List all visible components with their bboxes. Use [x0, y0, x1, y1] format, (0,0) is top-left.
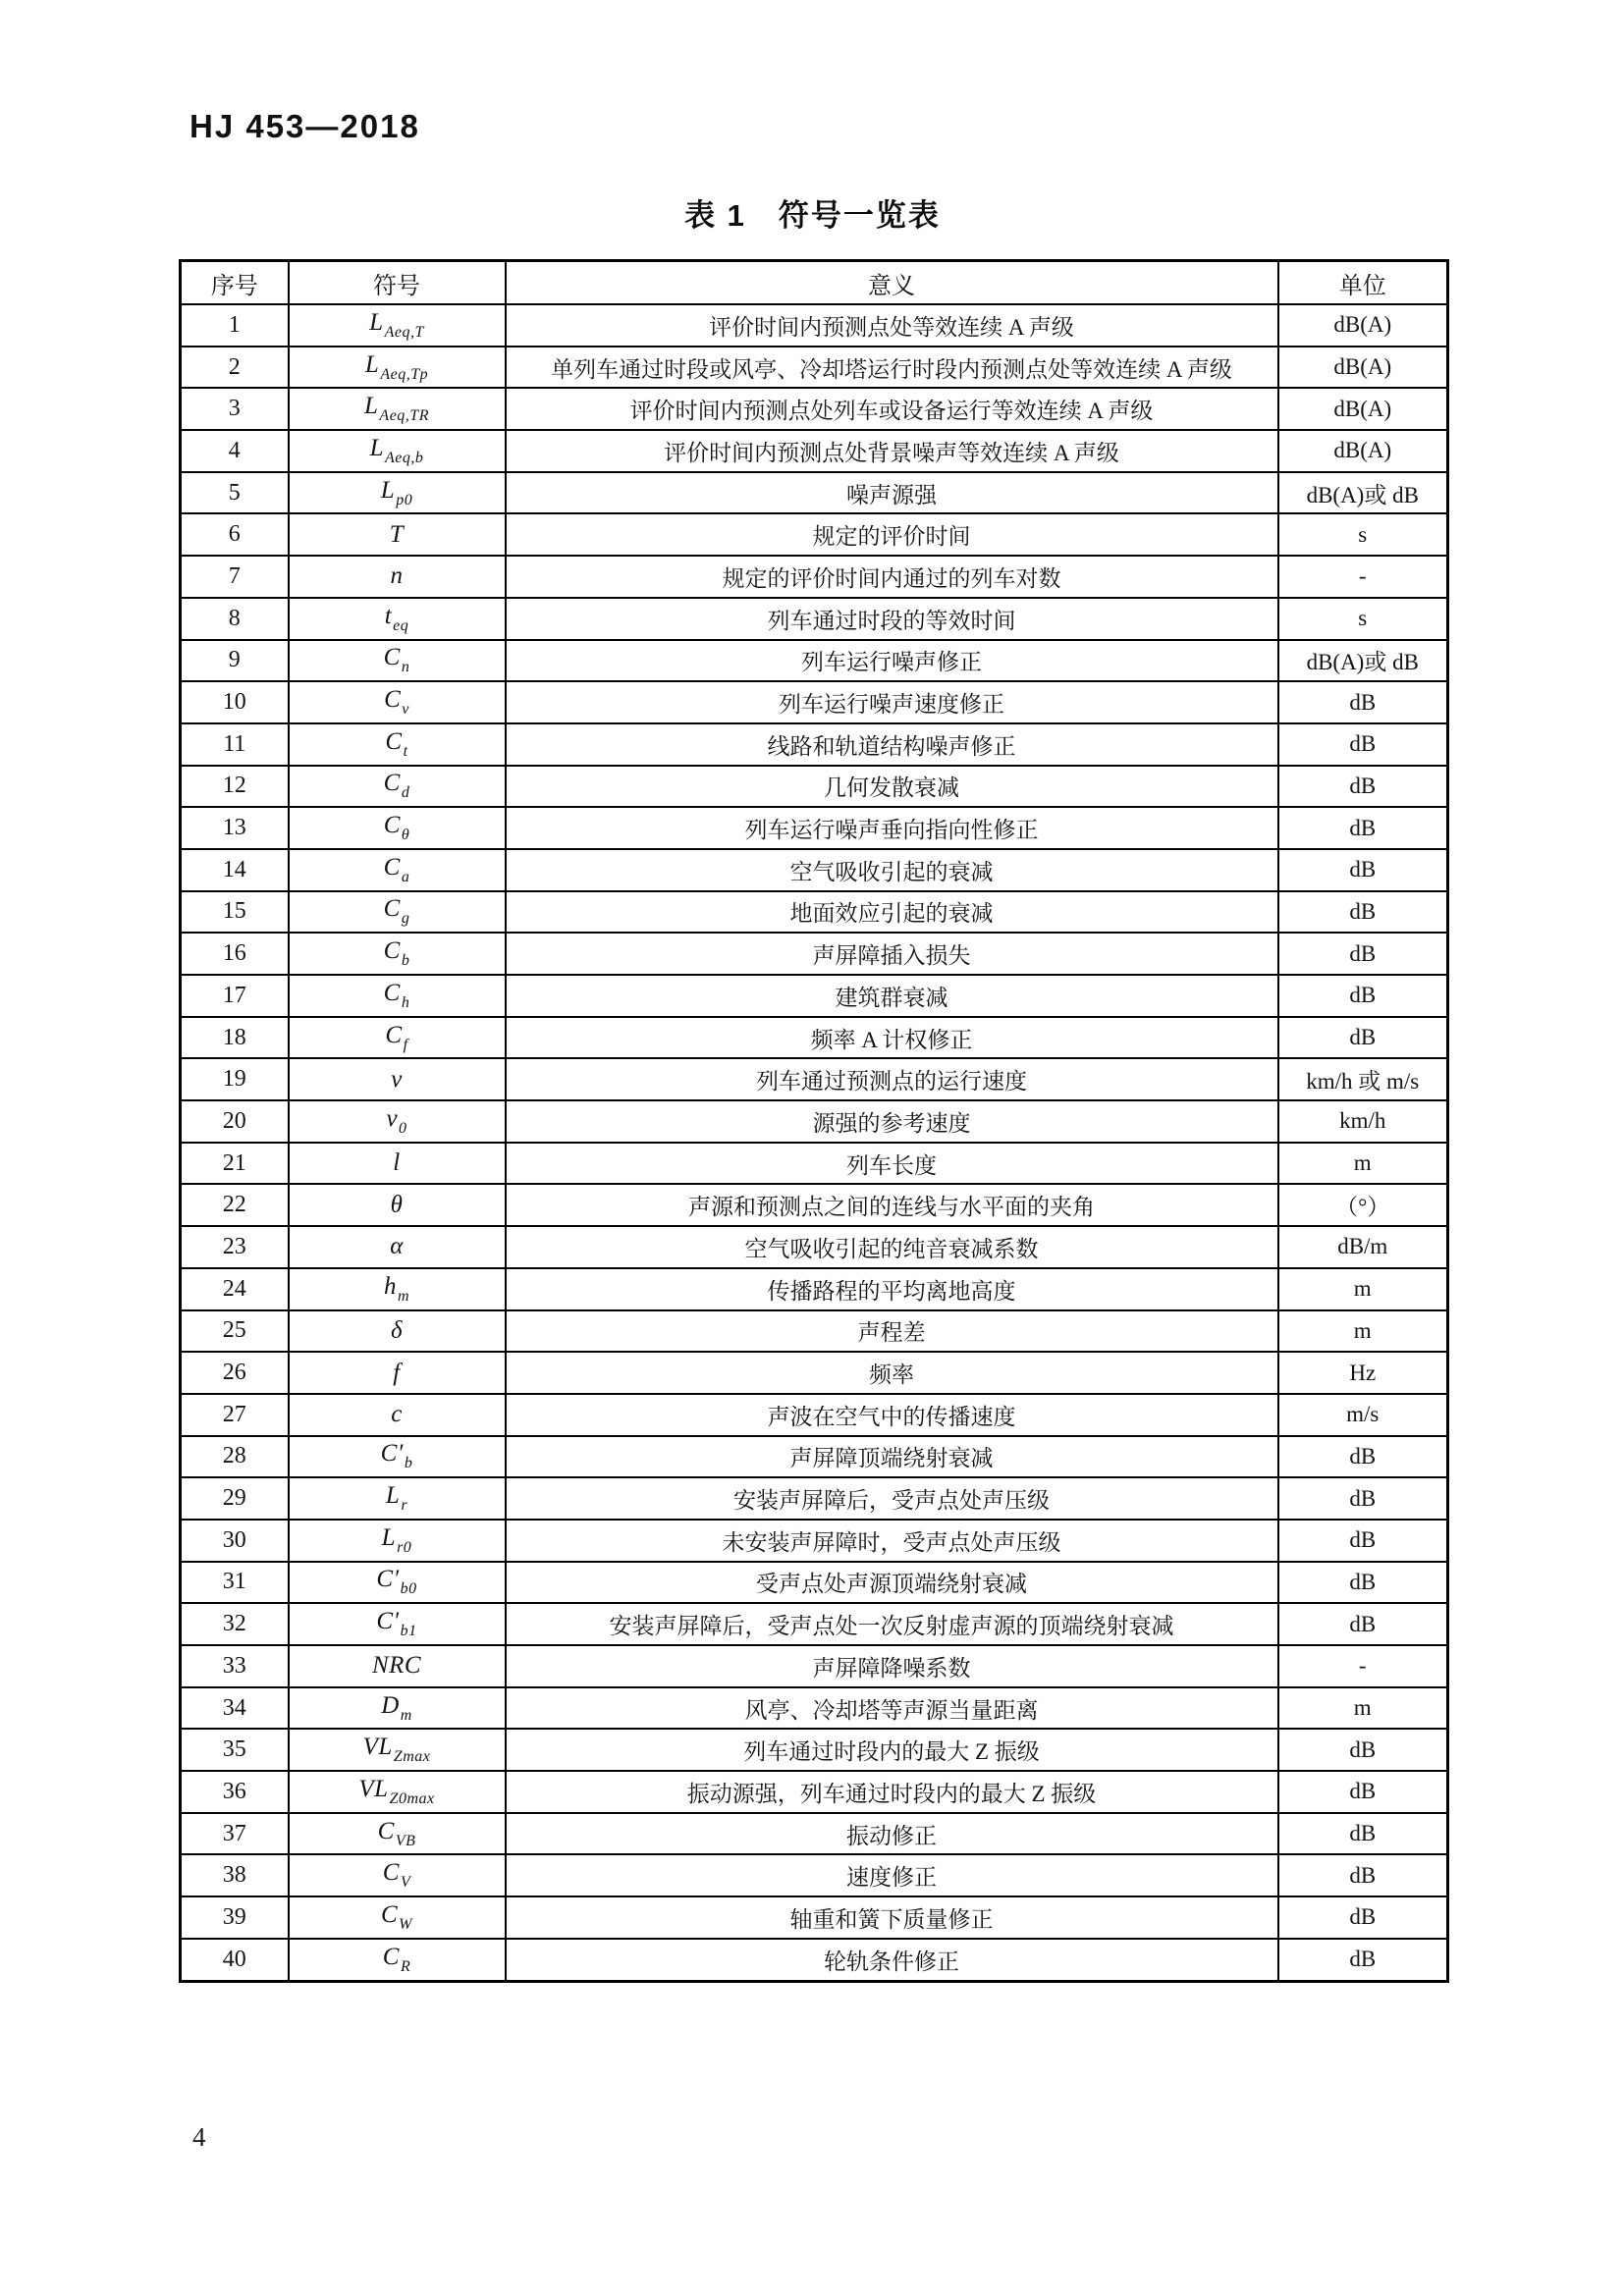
table-row [181, 891, 1448, 934]
unit-cell: （°） [1278, 1184, 1448, 1226]
symbol-cell [289, 556, 506, 598]
meaning-cell: 声屏障顶端绕射衰减 [506, 1436, 1278, 1478]
symbol-cell [289, 598, 506, 640]
table-caption: 表 1 符号一览表 [684, 198, 941, 233]
unit-cell: dB [1278, 1603, 1448, 1645]
symbol-cell [289, 513, 506, 556]
table-row [181, 933, 1448, 975]
symbol-cell [289, 430, 506, 472]
symbol-cell [289, 1603, 506, 1645]
symbol-subscript: θ [401, 827, 410, 844]
meaning-cell: 声程差 [506, 1310, 1278, 1353]
symbol-subscript: b [401, 952, 410, 970]
unit-cell: dB [1278, 766, 1448, 808]
meaning-cell: 声波在空气中的传播速度 [506, 1394, 1278, 1436]
row-number-cell: 26 [181, 1352, 289, 1394]
meaning-cell: 振动源强，列车通过时段内的最大 Z 振级 [506, 1771, 1278, 1813]
unit-cell: s [1278, 598, 1448, 640]
symbol-main: L [385, 1482, 401, 1510]
symbol-main: f [393, 1359, 401, 1386]
meaning-cell: 列车通过时段内的最大 Z 振级 [506, 1729, 1278, 1771]
row-number-cell: 3 [181, 388, 289, 430]
symbol-cell [289, 766, 506, 808]
row-number-cell: 33 [181, 1645, 289, 1687]
unit-cell: Hz [1278, 1352, 1448, 1394]
row-number-cell: 21 [181, 1143, 289, 1185]
unit-cell: dB [1278, 1854, 1448, 1896]
symbol-main: T [389, 520, 405, 548]
symbol-main: C [383, 937, 401, 965]
unit-cell: dB [1278, 1017, 1448, 1059]
symbol-subscript: m [397, 1287, 410, 1305]
unit-cell: dB [1278, 1562, 1448, 1604]
unit-cell: dB(A)或 dB [1278, 640, 1448, 682]
table-row [181, 1394, 1448, 1436]
symbol-main: h [383, 1272, 397, 1300]
symbol-main: C [385, 1021, 403, 1048]
symbol-cell [289, 1854, 506, 1896]
symbol-main: L [380, 476, 396, 504]
table-row [181, 1477, 1448, 1520]
symbol-cell [289, 1226, 506, 1268]
symbol-subscript: V [400, 1874, 411, 1892]
symbol-subscript: eq [393, 616, 409, 634]
symbol-cell [289, 933, 506, 975]
symbol-cell [289, 1394, 506, 1436]
table-row [181, 1896, 1448, 1939]
symbol-cell [289, 681, 506, 723]
unit-cell: dB [1278, 807, 1448, 849]
meaning-cell: 列车运行噪声垂向指向性修正 [506, 807, 1278, 849]
symbol-cell [289, 1100, 506, 1143]
symbol-main: L [381, 1523, 397, 1551]
symbol-main: δ [390, 1316, 404, 1344]
meaning-cell: 声源和预测点之间的连线与水平面的夹角 [506, 1184, 1278, 1226]
table-row [181, 1687, 1448, 1730]
table-row [181, 1645, 1448, 1687]
row-number-cell: 39 [181, 1896, 289, 1939]
symbol-subscript: Aeq,T [384, 323, 424, 341]
symbol-main: n [390, 562, 404, 590]
symbol-main: C [385, 727, 403, 755]
table-row [181, 1813, 1448, 1855]
unit-cell: dB [1278, 1939, 1448, 1981]
row-number-cell: 13 [181, 807, 289, 849]
table-row [181, 1310, 1448, 1353]
unit-cell: dB [1278, 1813, 1448, 1855]
unit-cell: m/s [1278, 1394, 1448, 1436]
symbol-cell [289, 1477, 506, 1520]
symbol-subscript: r [401, 1497, 408, 1515]
unit-cell: - [1278, 556, 1448, 598]
symbol-main: C [383, 812, 401, 839]
unit-cell: m [1278, 1310, 1448, 1353]
table-row [181, 304, 1448, 347]
unit-cell: dB [1278, 1771, 1448, 1813]
symbol-cell [289, 1310, 506, 1353]
row-number-cell: 37 [181, 1813, 289, 1855]
symbol-cell [289, 723, 506, 766]
symbol-main: θ [390, 1191, 404, 1218]
unit-cell: dB(A) [1278, 347, 1448, 389]
meaning-cell: 风亭、冷却塔等声源当量距离 [506, 1687, 1278, 1730]
row-number-cell: 40 [181, 1939, 289, 1981]
row-number-cell: 24 [181, 1268, 289, 1310]
symbol-cell [289, 1687, 506, 1730]
unit-cell: dB [1278, 1729, 1448, 1771]
symbol-subscript: Aeq,Tp [380, 365, 429, 383]
meaning-cell: 建筑群衰减 [506, 975, 1278, 1017]
table-row [181, 975, 1448, 1017]
unit-cell: dB [1278, 891, 1448, 934]
table-row [181, 1520, 1448, 1562]
meaning-cell: 列车通过预测点的运行速度 [506, 1058, 1278, 1100]
row-number-cell: 38 [181, 1854, 289, 1896]
symbol-main: C [383, 853, 401, 881]
meaning-cell: 单列车通过时段或风亭、冷却塔运行时段内预测点处等效连续 A 声级 [506, 347, 1278, 389]
row-number-cell: 17 [181, 975, 289, 1017]
meaning-cell: 源强的参考速度 [506, 1100, 1278, 1143]
symbol-subscript: Z0max [389, 1789, 435, 1807]
column-header-no: 序号 [181, 261, 289, 305]
meaning-cell: 频率 A 计权修正 [506, 1017, 1278, 1059]
table-row [181, 1100, 1448, 1143]
unit-cell: dB [1278, 723, 1448, 766]
row-number-cell: 18 [181, 1017, 289, 1059]
symbol-subscript: Aeq,b [385, 449, 424, 466]
symbol-cell [289, 1813, 506, 1855]
symbol-main: c [391, 1401, 403, 1428]
meaning-cell: 安装声屏障后，受声点处一次反射虚声源的顶端绕射衰减 [506, 1603, 1278, 1645]
symbol-subscript: h [401, 993, 410, 1011]
symbol-cell [289, 1939, 506, 1981]
symbol-cell [289, 1268, 506, 1310]
symbol-table-body [181, 304, 1448, 1981]
row-number-cell: 25 [181, 1310, 289, 1353]
row-number-cell: 16 [181, 933, 289, 975]
symbol-cell [289, 304, 506, 347]
table-row [181, 681, 1448, 723]
meaning-cell: 评价时间内预测点处列车或设备运行等效连续 A 声级 [506, 388, 1278, 430]
meaning-cell: 噪声源强 [506, 472, 1278, 514]
symbol-cell [289, 807, 506, 849]
symbol-table [179, 259, 1449, 1983]
unit-cell: m [1278, 1687, 1448, 1730]
symbol-cell [289, 975, 506, 1017]
table-row [181, 347, 1448, 389]
meaning-cell: 评价时间内预测点处背景噪声等效连续 A 声级 [506, 430, 1278, 472]
symbol-cell [289, 1645, 506, 1687]
table-row [181, 430, 1448, 472]
meaning-cell: 列车运行噪声速度修正 [506, 681, 1278, 723]
row-number-cell: 9 [181, 640, 289, 682]
symbol-main: L [364, 393, 379, 420]
symbol-main: v [391, 1065, 403, 1093]
table-row [181, 1603, 1448, 1645]
symbol-main: C [377, 1817, 395, 1844]
symbol-subscript: g [401, 910, 410, 928]
table-row [181, 723, 1448, 766]
table-row [181, 1939, 1448, 1981]
symbol-main: NRC [371, 1652, 422, 1680]
unit-cell: dB [1278, 681, 1448, 723]
table-row [181, 1562, 1448, 1604]
row-number-cell: 23 [181, 1226, 289, 1268]
row-number-cell: 34 [181, 1687, 289, 1730]
symbol-main: L [364, 350, 380, 378]
symbol-cell [289, 640, 506, 682]
meaning-cell: 声屏障插入损失 [506, 933, 1278, 975]
symbol-main: C [380, 1900, 399, 1928]
symbol-subscript: Zmax [393, 1748, 431, 1766]
symbol-subscript: r0 [397, 1538, 412, 1556]
symbol-cell [289, 849, 506, 891]
table-row [181, 1436, 1448, 1478]
table-row [181, 472, 1448, 514]
symbol-main: C [383, 895, 401, 923]
symbol-cell [289, 1143, 506, 1185]
table-row [181, 1058, 1448, 1100]
row-number-cell: 10 [181, 681, 289, 723]
symbol-cell [289, 388, 506, 430]
symbol-cell [289, 891, 506, 934]
row-number-cell: 29 [181, 1477, 289, 1520]
row-number-cell: 7 [181, 556, 289, 598]
row-number-cell: 20 [181, 1100, 289, 1143]
row-number-cell: 30 [181, 1520, 289, 1562]
unit-cell: s [1278, 513, 1448, 556]
meaning-cell: 规定的评价时间内通过的列车对数 [506, 556, 1278, 598]
row-number-cell: 14 [181, 849, 289, 891]
symbol-subscript: R [400, 1957, 411, 1975]
symbol-main: v [386, 1104, 399, 1132]
unit-cell: - [1278, 1645, 1448, 1687]
table-header-row [181, 261, 1448, 305]
table-row [181, 807, 1448, 849]
page-footer-number: 4 [192, 2122, 206, 2152]
row-number-cell: 27 [181, 1394, 289, 1436]
row-number-cell: 12 [181, 766, 289, 808]
meaning-cell: 受声点处声源顶端绕射衰减 [506, 1562, 1278, 1604]
meaning-cell: 评价时间内预测点处等效连续 A 声级 [506, 304, 1278, 347]
symbol-subscript: n [401, 659, 410, 676]
symbol-main: C′ [376, 1566, 400, 1593]
row-number-cell: 22 [181, 1184, 289, 1226]
unit-cell: dB [1278, 1477, 1448, 1520]
meaning-cell: 地面效应引起的衰减 [506, 891, 1278, 934]
symbol-main: C [383, 644, 401, 671]
table-row [181, 1184, 1448, 1226]
row-number-cell: 19 [181, 1058, 289, 1100]
symbol-main: C [383, 770, 401, 797]
column-header-unit: 单位 [1278, 261, 1448, 305]
symbol-cell [289, 1058, 506, 1100]
symbol-main: α [390, 1233, 404, 1260]
unit-cell: km/h [1278, 1100, 1448, 1143]
meaning-cell: 轴重和簧下质量修正 [506, 1896, 1278, 1939]
symbol-main: l [393, 1149, 401, 1177]
meaning-cell: 振动修正 [506, 1813, 1278, 1855]
meaning-cell: 几何发散衰减 [506, 766, 1278, 808]
symbol-cell [289, 1436, 506, 1478]
unit-cell: dB [1278, 849, 1448, 891]
symbol-cell [289, 472, 506, 514]
row-number-cell: 1 [181, 304, 289, 347]
unit-cell: dB [1278, 933, 1448, 975]
symbol-main: C [382, 1859, 400, 1887]
unit-cell: km/h 或 m/s [1278, 1058, 1448, 1100]
row-number-cell: 28 [181, 1436, 289, 1478]
symbol-cell [289, 1352, 506, 1394]
symbol-main: VL [362, 1734, 393, 1761]
symbol-main: t [384, 602, 393, 629]
table-row [181, 388, 1448, 430]
table-row [181, 1017, 1448, 1059]
row-number-cell: 6 [181, 513, 289, 556]
meaning-cell: 声屏障降噪系数 [506, 1645, 1278, 1687]
row-number-cell: 36 [181, 1771, 289, 1813]
symbol-subscript: W [399, 1915, 412, 1933]
symbol-main: VL [358, 1775, 389, 1802]
unit-cell: m [1278, 1268, 1448, 1310]
meaning-cell: 列车长度 [506, 1143, 1278, 1185]
symbol-subscript: t [403, 742, 408, 760]
symbol-subscript: m [400, 1706, 412, 1724]
table-row [181, 1268, 1448, 1310]
unit-cell: dB(A) [1278, 388, 1448, 430]
symbol-main: C′ [380, 1440, 404, 1468]
document-number: HJ 453—2018 [189, 108, 420, 144]
meaning-cell: 空气吸收引起的纯音衰减系数 [506, 1226, 1278, 1268]
meaning-cell: 列车通过时段的等效时间 [506, 598, 1278, 640]
symbol-subscript: Aeq,TR [379, 407, 429, 425]
table-row [181, 766, 1448, 808]
table-row [181, 640, 1448, 682]
symbol-cell [289, 1562, 506, 1604]
symbol-subscript: v [402, 701, 409, 719]
unit-cell: dB/m [1278, 1226, 1448, 1268]
symbol-cell [289, 1771, 506, 1813]
table-row [181, 1729, 1448, 1771]
unit-cell: dB [1278, 1520, 1448, 1562]
symbol-subscript: b0 [400, 1580, 417, 1598]
table-row [181, 598, 1448, 640]
symbol-cell [289, 1729, 506, 1771]
symbol-subscript: p0 [396, 491, 413, 508]
table-row [181, 1352, 1448, 1394]
meaning-cell: 传播路程的平均离地高度 [506, 1268, 1278, 1310]
unit-cell: dB(A) [1278, 304, 1448, 347]
row-number-cell: 2 [181, 347, 289, 389]
symbol-subscript: b1 [400, 1623, 417, 1640]
meaning-cell: 安装声屏障后，受声点处声压级 [506, 1477, 1278, 1520]
meaning-cell: 速度修正 [506, 1854, 1278, 1896]
symbol-subscript: b [404, 1455, 413, 1472]
meaning-cell: 未安装声屏障时，受声点处声压级 [506, 1520, 1278, 1562]
symbol-cell [289, 1184, 506, 1226]
table-row [181, 1226, 1448, 1268]
meaning-cell: 轮轨条件修正 [506, 1939, 1278, 1981]
unit-cell: dB [1278, 975, 1448, 1017]
symbol-main: D [381, 1691, 400, 1719]
unit-cell: dB [1278, 1436, 1448, 1478]
unit-cell: dB(A)或 dB [1278, 472, 1448, 514]
table-row [181, 513, 1448, 556]
unit-cell: m [1278, 1143, 1448, 1185]
meaning-cell: 频率 [506, 1352, 1278, 1394]
unit-cell: dB(A) [1278, 430, 1448, 472]
table-row [181, 556, 1448, 598]
row-number-cell: 4 [181, 430, 289, 472]
table-row [181, 1771, 1448, 1813]
row-number-cell: 31 [181, 1562, 289, 1604]
row-number-cell: 15 [181, 891, 289, 934]
symbol-subscript: f [403, 1036, 408, 1053]
symbol-main: C′ [376, 1608, 400, 1635]
symbol-main: L [369, 308, 384, 336]
row-number-cell: 11 [181, 723, 289, 766]
table-row [181, 1143, 1448, 1185]
meaning-cell: 空气吸收引起的衰减 [506, 849, 1278, 891]
row-number-cell: 32 [181, 1603, 289, 1645]
symbol-subscript: 0 [399, 1119, 407, 1137]
symbol-main: C [383, 979, 401, 1006]
symbol-cell [289, 1520, 506, 1562]
table-row [181, 849, 1448, 891]
row-number-cell: 35 [181, 1729, 289, 1771]
symbol-main: L [369, 434, 385, 461]
meaning-cell: 规定的评价时间 [506, 513, 1278, 556]
symbol-subscript: a [401, 868, 410, 885]
symbol-cell [289, 347, 506, 389]
unit-cell: dB [1278, 1896, 1448, 1939]
symbol-main: C [384, 686, 402, 714]
symbol-subscript: VB [395, 1832, 416, 1849]
column-header-meaning: 意义 [506, 261, 1278, 305]
symbol-cell [289, 1017, 506, 1059]
row-number-cell: 5 [181, 472, 289, 514]
table-row [181, 1854, 1448, 1896]
symbol-main: C [382, 1943, 400, 1970]
meaning-cell: 列车运行噪声修正 [506, 640, 1278, 682]
row-number-cell: 8 [181, 598, 289, 640]
meaning-cell: 线路和轨道结构噪声修正 [506, 723, 1278, 766]
column-header-symbol: 符号 [289, 261, 506, 305]
symbol-cell [289, 1896, 506, 1939]
symbol-subscript: d [401, 784, 410, 802]
